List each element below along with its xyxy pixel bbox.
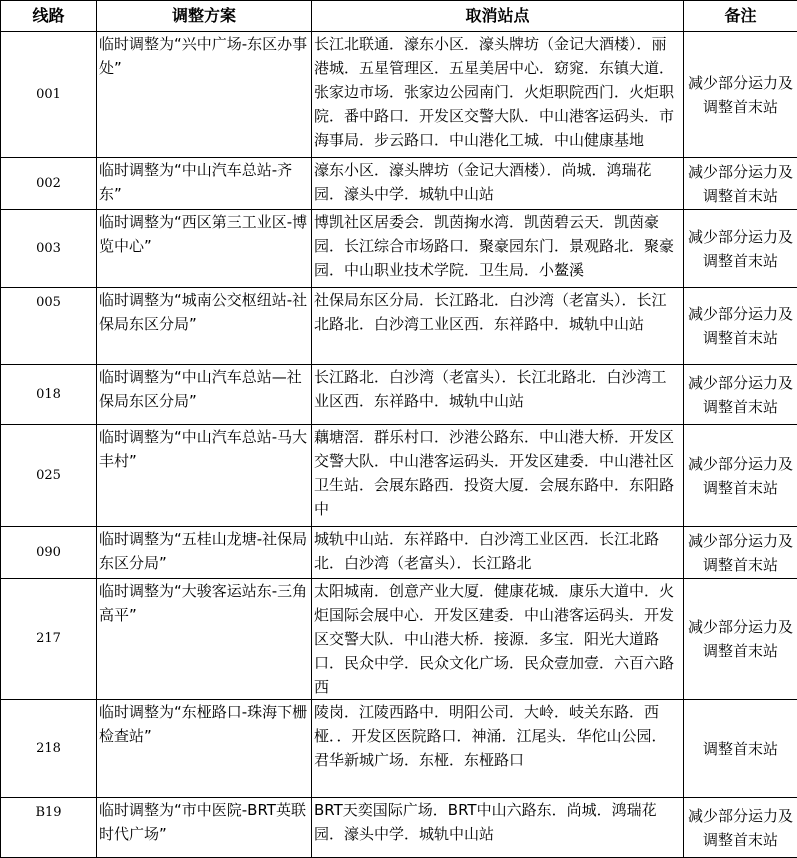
- cancelled-stops: 陵岗．江陵西路中．明阳公司．大岭．岐关东路．西桠．．开发区医院路口．神涌．江尾头．华佗山公园．君华新城广场．东桠．东桠路口: [312, 700, 684, 798]
- line-number: 090: [1, 527, 97, 579]
- header-line: 线路: [1, 1, 97, 32]
- line-number: 018: [1, 365, 97, 425]
- header-stops: 取消站点: [312, 1, 684, 32]
- table-row: [1, 365, 797, 425]
- plan-text: 临时调整为“大骏客运站东-三角高平”: [97, 579, 312, 700]
- line-number: 002: [1, 158, 97, 210]
- note-text: 调整首末站: [684, 700, 797, 798]
- table-row: [1, 527, 797, 579]
- cancelled-stops: 社保局东区分局．长江路北．白沙湾（老富头）．长江北路北．白沙湾工业区西．东祥路中．城轨中山站: [312, 288, 684, 365]
- line-number: 025: [1, 425, 97, 527]
- table-row: [1, 210, 797, 288]
- table-row: [1, 288, 797, 365]
- cancelled-stops: 濠东小区．濠头牌坊（金记大酒楼）．尚城．鸿瑞花园．濠头中学．城轨中山站: [312, 158, 684, 210]
- header-note: 备注: [684, 1, 797, 32]
- cancelled-stops: 藕塘滘．群乐村口．沙港公路东．中山港大桥．开发区交警大队．中山港客运码头．开发区建委．中山港社区卫生站．会展东路西．投资大厦．会展东路中．东阳路中: [312, 425, 684, 527]
- plan-text: 临时调整为“西区第三工业区-博览中心”: [97, 210, 312, 288]
- table-row: [1, 579, 797, 700]
- header-row: [1, 1, 797, 32]
- table-row: [1, 32, 797, 158]
- note-text: 减少部分运力及调整首末站: [684, 288, 797, 365]
- note-text: 减少部分运力及调整首末站: [684, 527, 797, 579]
- line-number: B19: [1, 798, 97, 858]
- note-text: 减少部分运力及调整首末站: [684, 425, 797, 527]
- plan-text: 临时调整为“城南公交枢纽站-社保局东区分局”: [97, 288, 312, 365]
- cancelled-stops: 长江路北．白沙湾（老富头）．长江北路北．白沙湾工业区西．东祥路中．城轨中山站: [312, 365, 684, 425]
- plan-text: 临时调整为“中山汽车总站—社保局东区分局”: [97, 365, 312, 425]
- note-text: 减少部分运力及调整首末站: [684, 798, 797, 858]
- table-row: [1, 158, 797, 210]
- cancelled-stops: 博凯社区居委会．凯茵掬水湾．凯茵碧云天．凯茵豪园．长江综合市场路口．聚豪园东门．景观路北．聚豪园．中山职业技术学院．卫生局．小鳌溪: [312, 210, 684, 288]
- line-number: 003: [1, 210, 97, 288]
- note-text: 减少部分运力及调整首末站: [684, 365, 797, 425]
- plan-text: 临时调整为“五桂山龙塘-社保局东区分局”: [97, 527, 312, 579]
- note-text: 减少部分运力及调整首末站: [684, 579, 797, 700]
- header-plan: 调整方案: [97, 1, 312, 32]
- plan-text: 临时调整为“中山汽车总站-马大丰村”: [97, 425, 312, 527]
- note-text: 减少部分运力及调整首末站: [684, 158, 797, 210]
- plan-text: 临时调整为“市中医院-BRT英联时代广场”: [97, 798, 312, 858]
- cancelled-stops: 长江北联通．濠东小区．濠头牌坊（金记大酒楼）．丽港城．五星管理区．五星美居中心．窈窕．东镇大道．张家边市场．张家边公园南门．火炬职院西门．火炬职院．番中路口．开发区交警大队．中山港客运码头．市海事局．步云路口．中山港化工城．中山健康基地: [312, 32, 684, 158]
- line-number: 218: [1, 700, 97, 798]
- cancelled-stops: BRT天奕国际广场．BRT中山六路东．尚城．鸿瑞花园．濠头中学．城轨中山站: [312, 798, 684, 858]
- cancelled-stops: 太阳城南．创意产业大厦．健康花城．康乐大道中．火炬国际会展中心．开发区建委．中山港客运码头．开发区交警大队．中山港大桥．接源．多宝．阳光大道路口．民众中学．民众文化广场．民众壹加壹．六百六路西: [312, 579, 684, 700]
- cancelled-stops: 城轨中山站．东祥路中．白沙湾工业区西．长江北路北．白沙湾（老富头）．长江路北: [312, 527, 684, 579]
- table-row: [1, 798, 797, 858]
- line-number: 001: [1, 32, 97, 158]
- line-number: 005: [1, 288, 97, 365]
- plan-text: 临时调整为“东桠路口-珠海下栅检查站”: [97, 700, 312, 798]
- plan-text: 临时调整为“中山汽车总站-齐东”: [97, 158, 312, 210]
- note-text: 减少部分运力及调整首末站: [684, 210, 797, 288]
- table-row: [1, 700, 797, 798]
- table-row: [1, 425, 797, 527]
- line-number: 217: [1, 579, 97, 700]
- note-text: 减少部分运力及调整首末站: [684, 32, 797, 158]
- plan-text: 临时调整为“兴中广场-东区办事处”: [97, 32, 312, 158]
